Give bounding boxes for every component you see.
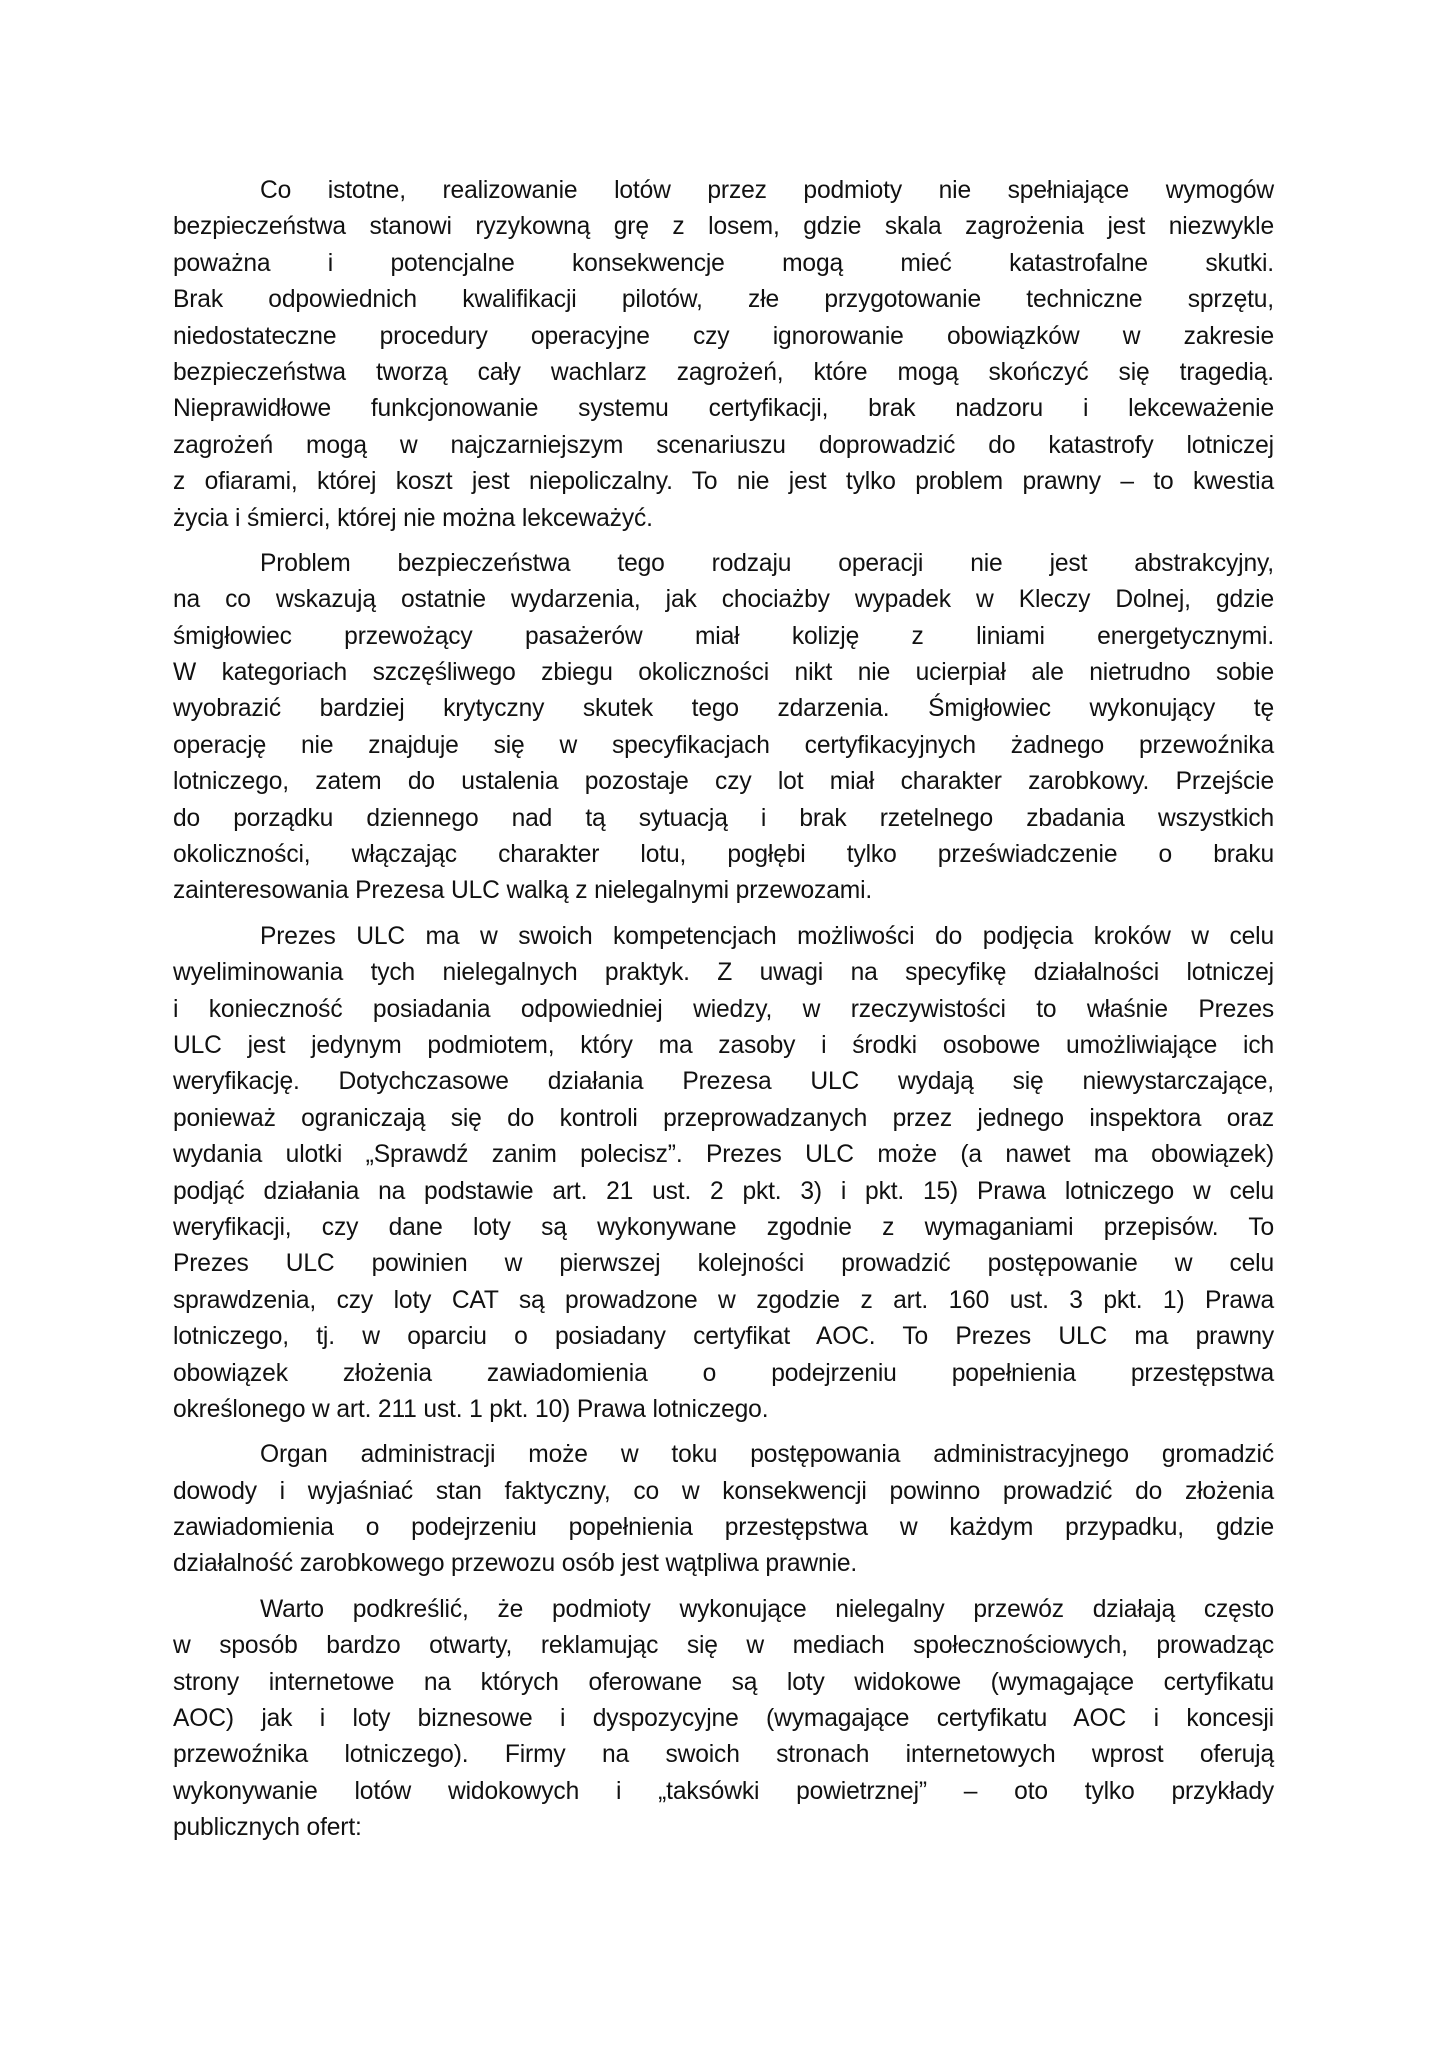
text-line: W kategoriach szczęśliwego zbiegu okoliczności nikt nie ucierpiał ale nietrudno sobie <box>173 659 1274 687</box>
text-line: Organ administracji może w toku postępowania administracyjnego gromadzić <box>260 1441 1274 1469</box>
text-line: ponieważ ograniczają się do kontroli przeprowadzanych przez jednego inspektora oraz <box>173 1104 1274 1132</box>
text-line: bezpieczeństwa tworzą cały wachlarz zagrożeń, które mogą skończyć się tragedią. <box>173 358 1274 386</box>
text-line: weryfikację. Dotychczasowe działania Prezesa ULC wydają się niewystarczające, <box>173 1068 1274 1096</box>
text-line: okoliczności, włączając charakter lotu, pogłębi tylko przeświadczenie o braku <box>173 841 1274 869</box>
text-line: Prezes ULC powinien w pierwszej kolejności prowadzić postępowanie w celu <box>173 1250 1274 1278</box>
text-line: bezpieczeństwa stanowi ryzykowną grę z losem, gdzie skala zagrożenia jest niezwykle <box>173 213 1274 241</box>
paragraph-kleczy-dolnej-incident <box>173 546 1274 910</box>
text-line: podjąć działania na podstawie art. 21 ust. 2 pkt. 3) i pkt. 15) Prawa lotniczego w celu <box>173 1177 1274 1205</box>
text-line: ULC jest jedynym podmiotem, który ma zasoby i środki osobowe umożliwiające ich <box>173 1031 1274 1059</box>
text-line: z ofiarami, której koszt jest niepoliczalny. To nie jest tylko problem prawny – to kwestia <box>173 468 1274 496</box>
text-line: publicznych ofert: <box>173 1814 362 1842</box>
text-line: działalność zarobkowego przewozu osób jest wątpliwa prawnie. <box>173 1550 858 1578</box>
paragraph-illegal-operators-advertising <box>173 1592 1274 1847</box>
text-line: AOC) jak i loty biznesowe i dyspozycyjne (wymagające certyfikatu AOC i koncesji <box>173 1705 1274 1733</box>
text-line: i konieczność posiadania odpowiedniej wiedzy, w rzeczywistości to właśnie Prezes <box>173 995 1274 1023</box>
text-line: lotniczego, zatem do ustalenia pozostaje czy lot miał charakter zarobkowy. Przejście <box>173 768 1274 796</box>
text-line: przewoźnika lotniczego). Firmy na swoich stronach internetowych wprost oferują <box>173 1741 1274 1769</box>
text-line: wyeliminowania tych nielegalnych praktyk. Z uwagi na specyfikę działalności lotniczej <box>173 959 1274 987</box>
text-line: wyobrazić bardziej krytyczny skutek tego zdarzenia. Śmigłowiec wykonujący tę <box>173 695 1274 723</box>
text-line: zawiadomienia o podejrzeniu popełnienia przestępstwa w każdym przypadku, gdzie <box>173 1514 1274 1542</box>
text-line: do porządku dziennego nad tą sytuacją i brak rzetelnego zbadania wszystkich <box>173 804 1274 832</box>
text-line: Warto podkreślić, że podmioty wykonujące nielegalny przewóz działają często <box>260 1595 1274 1623</box>
text-line: w sposób bardzo otwarty, reklamując się w mediach społecznościowych, prowadząc <box>173 1632 1274 1660</box>
text-line: dowody i wyjaśniać stan faktyczny, co w konsekwencji powinno prowadzić do złożenia <box>173 1477 1274 1505</box>
text-line: Brak odpowiednich kwalifikacji pilotów, złe przygotowanie techniczne sprzętu, <box>173 286 1274 314</box>
text-line: niedostateczne procedury operacyjne czy ignorowanie obowiązków w zakresie <box>173 322 1274 350</box>
text-line: Prezes ULC ma w swoich kompetencjach możliwości do podjęcia kroków w celu <box>260 922 1274 950</box>
text-line: strony internetowe na których oferowane są loty widokowe (wymagające certyfikatu <box>173 1668 1274 1696</box>
text-line: obowiązek złożenia zawiadomienia o podejrzeniu popełnienia przestępstwa <box>173 1359 1274 1387</box>
paragraph-safety-risk <box>173 173 1274 537</box>
text-line: zainteresowania Prezesa ULC walką z nielegalnymi przewozami. <box>173 877 873 905</box>
text-line: Problem bezpieczeństwa tego rodzaju operacji nie jest abstrakcyjny, <box>260 549 1274 577</box>
text-line: Nieprawidłowe funkcjonowanie systemu certyfikacji, brak nadzoru i lekceważenie <box>173 395 1274 423</box>
text-line: wydania ulotki „Sprawdź zanim polecisz”. Prezes ULC może (a nawet ma obowiązek) <box>173 1141 1274 1169</box>
text-line: sprawdzenia, czy loty CAT są prowadzone w zgodzie z art. 160 ust. 3 pkt. 1) Prawa <box>173 1286 1274 1314</box>
text-line: lotniczego, tj. w oparciu o posiadany certyfikat AOC. To Prezes ULC ma prawny <box>173 1323 1274 1351</box>
text-line: poważna i potencjalne konsekwencje mogą mieć katastrofalne skutki. <box>173 249 1274 277</box>
text-line: określonego w art. 211 ust. 1 pkt. 10) Prawa lotniczego. <box>173 1395 769 1423</box>
text-line: śmigłowiec przewożący pasażerów miał kolizję z liniami energetycznymi. <box>173 622 1274 650</box>
paragraph-ulc-competences <box>173 919 1274 1428</box>
text-line: operację nie znajduje się w specyfikacjach certyfikacyjnych żadnego przewoźnika <box>173 731 1274 759</box>
text-line: na co wskazują ostatnie wydarzenia, jak chociażby wypadek w Kleczy Dolnej, gdzie <box>173 586 1274 614</box>
text-line: wykonywanie lotów widokowych i „taksówki powietrznej” – oto tylko przykłady <box>173 1777 1274 1805</box>
text-line: Co istotne, realizowanie lotów przez podmioty nie spełniające wymogów <box>260 177 1274 204</box>
text-line: zagrożeń mogą w najczarniejszym scenariuszu doprowadzić do katastrofy lotniczej <box>173 431 1274 459</box>
paragraph-administrative-authority <box>173 1437 1274 1583</box>
document-body <box>173 173 1274 1856</box>
text-line: życia i śmierci, której nie można lekceważyć. <box>173 504 653 532</box>
text-line: weryfikacji, czy dane loty są wykonywane zgodnie z wymaganiami przepisów. To <box>173 1213 1274 1241</box>
